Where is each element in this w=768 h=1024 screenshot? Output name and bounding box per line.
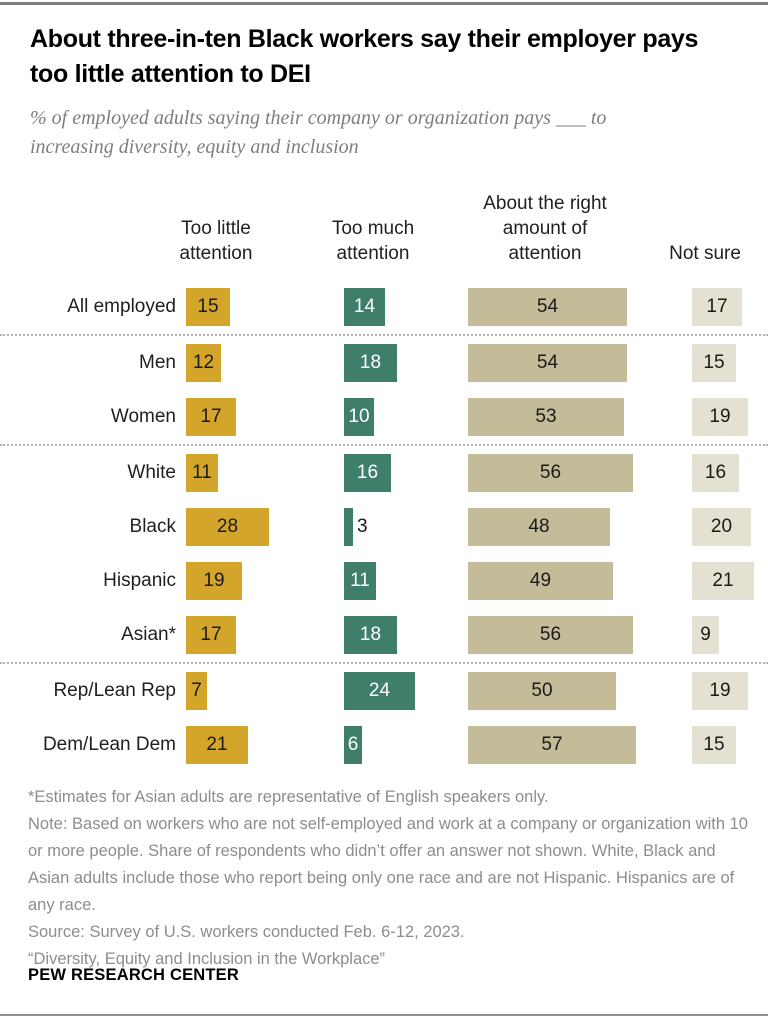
bar-too-little-attention (186, 398, 236, 436)
bar-value: 54 (536, 296, 559, 317)
bar-too-little-attention (186, 616, 236, 654)
bar-value: 20 (710, 516, 733, 537)
chart-row-white (0, 454, 768, 492)
bar-about-the-right-amount-of-attention (468, 288, 627, 326)
row-label: Rep/Lean Rep (53, 680, 176, 701)
bar-not-sure (692, 288, 742, 326)
bar-value: 19 (709, 680, 731, 701)
bar-too-much-attention (344, 562, 376, 600)
bar-value: 9 (700, 624, 711, 645)
column-header-right-amount-of-attention: About the right amount of attention (483, 192, 607, 264)
bar-not-sure (692, 454, 739, 492)
bar-value: 11 (192, 462, 212, 483)
bar-value: 14 (353, 296, 376, 317)
row-label: Hispanic (103, 570, 176, 591)
bar-not-sure (692, 672, 748, 710)
bar-value: 21 (206, 734, 228, 755)
bar-about-the-right-amount-of-attention (468, 616, 633, 654)
bar-value: 17 (200, 624, 222, 645)
top-divider (0, 2, 768, 5)
column-header-too-much-attention: Too much attention (331, 217, 415, 264)
bottom-divider (0, 1014, 768, 1016)
row-label: Black (129, 516, 176, 537)
chart-row-women (0, 398, 768, 436)
bar-value: 53 (535, 406, 557, 427)
bar-about-the-right-amount-of-attention (468, 672, 616, 710)
bar-value: 50 (531, 680, 553, 701)
bar-not-sure (692, 508, 751, 546)
bar-value: 56 (539, 462, 562, 483)
bar-value: 28 (216, 516, 239, 537)
row-label: Asian* (121, 624, 176, 645)
row-label: Women (110, 406, 176, 427)
bar-too-much-attention (344, 344, 397, 382)
chart-row-hispanic (0, 562, 768, 600)
column-headers (0, 188, 768, 268)
bar-value: 16 (356, 462, 379, 483)
bar-too-much-attention (344, 616, 397, 654)
bar-value: 19 (709, 406, 731, 427)
bar-too-little-attention (186, 454, 218, 492)
bar-value: 54 (536, 352, 559, 373)
bar-value: 16 (704, 462, 727, 483)
bar-too-much-attention (344, 398, 374, 436)
row-label: Dem/Lean Dem (42, 734, 176, 755)
bar-value: 12 (192, 352, 215, 373)
note-asterisk: *Estimates for Asian adults are representative of English speakers only. (28, 788, 549, 806)
bar-too-much-attention (344, 508, 368, 546)
chart-row-dem-lean-dem (0, 726, 768, 764)
group-divider (0, 334, 768, 336)
bar-about-the-right-amount-of-attention (468, 726, 636, 764)
bar-not-sure (692, 726, 736, 764)
page-title: About three-in-ten Black workers say their employer pays too little attention to DEI (30, 25, 699, 88)
bar-value: 3 (357, 516, 368, 537)
bar-too-much-attention (344, 454, 391, 492)
bar-value: 15 (703, 734, 725, 755)
bar-value: 15 (197, 296, 219, 317)
chart-row-rep-lean-rep (0, 672, 768, 710)
subtitle-line-1: % of employed adults saying their company or organization pays ___ to (30, 107, 607, 129)
column-header-too-little-attention: Too little attention (179, 217, 253, 264)
bar-too-little-attention (186, 508, 269, 546)
bar-value: 49 (529, 570, 552, 591)
chart-row-men (0, 344, 768, 382)
bar-value: 21 (712, 570, 734, 591)
pew-research-center-wordmark: PEW RESEARCH CENTER (28, 966, 239, 984)
bar-value: 10 (348, 406, 370, 427)
bar-not-sure (692, 344, 736, 382)
chart-row-all-employed (0, 288, 768, 326)
bar-value: 18 (359, 624, 382, 645)
note-report-title: “Diversity, Equity and Inclusion in the Workplace” (28, 950, 386, 969)
bar-value: 19 (203, 570, 225, 591)
group-divider (0, 662, 768, 664)
bar-too-much-attention (344, 726, 362, 764)
row-label: White (127, 462, 176, 483)
chart-row-black (0, 508, 768, 546)
note-source: Source: Survey of U.S. workers conducted Feb. 6-12, 2023. (28, 923, 465, 942)
bar-value: 15 (703, 352, 725, 373)
bar-value: 48 (528, 516, 550, 537)
bar-value: 56 (539, 624, 562, 645)
row-label: All employed (67, 296, 176, 317)
bar-value: 24 (368, 680, 391, 701)
bar-value: 17 (706, 296, 728, 317)
bar-value: 57 (541, 734, 563, 755)
subtitle-line-2: increasing diversity, equity and inclusion (30, 136, 359, 158)
chart-row-asian (0, 616, 768, 654)
bar-value: 17 (200, 406, 222, 427)
note-methodology: Note: Based on workers who are not self-employed and work at a company or organization with 10 or more people. Share of respondents who didn’t offer an answer not shown. White, Black and Asian adults include those who report being only one race and are not Hispanic. Hispanics are of any race. (28, 815, 748, 915)
bar-too-much-attention (344, 288, 385, 326)
bar-not-sure (692, 562, 754, 600)
chart-subtitle (30, 104, 754, 162)
bar-value: 11 (350, 570, 370, 591)
bar-too-little-attention (186, 726, 248, 764)
bar-too-little-attention (186, 344, 221, 382)
chart-notes (28, 784, 754, 973)
column-header-not-sure: Not sure (669, 242, 741, 264)
bar-too-little-attention (186, 288, 230, 326)
bar-too-little-attention (186, 562, 242, 600)
bar-about-the-right-amount-of-attention (468, 398, 624, 436)
bar-about-the-right-amount-of-attention (468, 344, 627, 382)
bar-not-sure (692, 398, 748, 436)
bar-value: 18 (359, 352, 382, 373)
bar-about-the-right-amount-of-attention (468, 562, 613, 600)
bar-about-the-right-amount-of-attention (468, 454, 633, 492)
bar-about-the-right-amount-of-attention (468, 508, 610, 546)
bar-too-little-attention (186, 672, 207, 710)
group-divider (0, 444, 768, 446)
bar-too-much-attention (344, 672, 415, 710)
bar-value: 6 (347, 734, 359, 755)
bar-value: 7 (191, 680, 202, 701)
bar-not-sure (692, 616, 719, 654)
row-label: Men (139, 352, 176, 373)
